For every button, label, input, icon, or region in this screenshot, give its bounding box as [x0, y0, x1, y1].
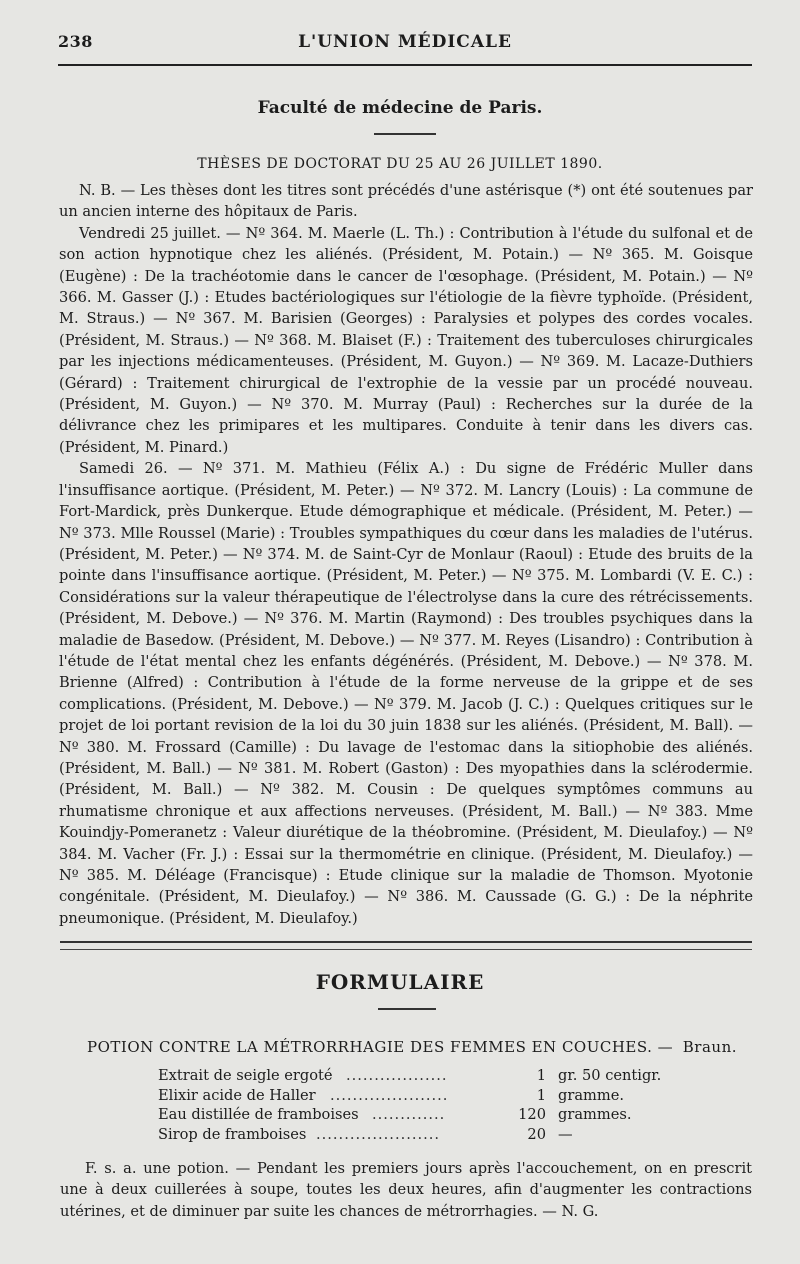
ingredient-name: Elixir acide de Haller — [158, 1086, 316, 1104]
section-divider — [60, 941, 752, 950]
ingredient-unit: — — [558, 1125, 573, 1143]
page-number: 238 — [58, 32, 93, 51]
ingredient-qty: 120 — [518, 1106, 546, 1123]
saturday-paragraph: Samedi 26. — Nº 371. M. Mathieu (Félix A.) : Du signe de Frédéric Muller dans l'insuffisance aortique. (Président, M. Peter.) — Nº 372. M. Lancry (Louis) : La commune de Fort-Mardick, près Dunkerque. Etude démographique et médicale. (Président, M. Peter.) — Nº 373. Mlle Roussel (Marie) : Troubles sympathiques du cœur dans les maladies de l'utérus. (Président, M. Peter.) — Nº 374. M. de Saint-Cyr de Monlaur (Raoul) : Etude des bruits de la pointe dans l'insuffisance aortique. (Président, M. Peter.) — Nº 375. M. Lombardi (V. E. C.) : Considérations sur la valeur thérapeutique de l'électrolyse dans la cure des rétrécissements. (Président, M. Debove.) — Nº 376. M. Martin (Raymond) : Des troubles psychiques dans la maladie de Basedow. (Président, M. Debove.) — Nº 377. M. Reyes (Lisandro) : Contribution à l'étude de l'état mental chez les enfants dégénérés. (Président, M. Debove.) — Nº 378. M. Brienne (Alfred) : Contribution à l'étude de la forme nerveuse de la grippe et de ses complications. (Président, M. Debove.) — Nº 379. M. Jacob (J. C.) : Quelques critiques sur le projet de loi portant revision de la loi du 30 juin 1838 sur les aliénés. (Président, M. Ball). — Nº 380. M. Frossard (Camille) : Du lavage de l'estomac dans la sitiophobie des aliénés. (Président, M. Ball.) — Nº 381. M. Robert (Gaston) : Des myopathies dans la sclérodermie. (Président, M. Ball.) — Nº 382. M. Cousin : De quelques symptômes communs au rhumatisme chronique et aux affections nerveuses. (Président, M. Ball.) — Nº 383. Mme Kouindjy-Pomeranetz : Valeur diurétique de la théobromine. (Président, M. Dieulafoy.) — Nº 384. M. Vacher (Fr. J.) : Essai sur la thermométrie en clinique. (Président, M. Dieulafoy.) — Nº 385. M. Déléage (Francisque) : Etude clinique sur la maladie de Thomson. Myotonie congénitale. (Président, M. Dieulafoy.) — Nº 386. M. Caussade (G. G.) : De la néphrite pneumonique. (Président, M. Dieulafoy.) — [59, 460, 753, 927]
ingredient-name: Eau distillée de framboises — [158, 1106, 359, 1123]
theses-list — [59, 180, 753, 929]
section-title: Faculté de médecine de Paris. — [257, 98, 543, 118]
ingredient-qty: 1 — [536, 1067, 546, 1084]
instructions-paragraph: F. s. a. une potion. — Pendant les premiers jours après l'accouchement, on en prescrit une à deux cuillerées à soupe, toutes les deux heures, afin d'augmenter les contractions utérines, et de diminuer par suite les chances de métrorrhagies. — N. G. — [60, 1160, 752, 1220]
section-rule — [374, 133, 436, 135]
recipe-author: Braun. — [682, 1038, 737, 1056]
recipe-name: POTION CONTRE LA MÉTRORRHAGIE DES FEMMES EN COUCHES. — — [87, 1038, 674, 1056]
ingredient-list — [158, 1066, 678, 1144]
ingredient-row — [158, 1125, 678, 1145]
dot-leader: ..................... — [330, 1086, 449, 1104]
ingredient-row — [158, 1105, 678, 1125]
recipe-title — [87, 1038, 737, 1056]
ingredient-name: Sirop de framboises — [158, 1125, 307, 1143]
ingredient-qty: 20 — [527, 1125, 546, 1143]
journal-title: L'UNION MÉDICALE — [298, 32, 512, 52]
header-rule — [58, 64, 752, 66]
friday-paragraph: Vendredi 25 juillet. — Nº 364. M. Maerle (L. Th.) : Contribution à l'étude du sulfonal et de son action hypnotique chez les aliénés. (Président, M. Potain.) — Nº 365. M. Goisque (Eugène) : De la trachéotomie dans le cancer de l'œsophage. (Président, M. Potain.) — Nº 366. M. Gasser (J.) : Etudes bactériologiques sur l'étiologie de la fièvre typhoïde. (Président, M. Straus.) — Nº 367. M. Barisien (Georges) : Paralysies et polypes des cordes vocales. (Président, M. Straus.) — Nº 368. M. Blaiset (F.) : Traitement des tuberculoses chirurgicales par les injections médicamenteuses. (Président, M. Guyon.) — Nº 369. M. Lacaze-Duthiers (Gérard) : Traitement chirurgical de l'extrophie de la vessie par un procédé nouveau. (Président, M. Guyon.) — Nº 370. M. Murray (Paul) : Recherches sur la durée de la délivrance chez les primipares et les multipares. Conduite à tenir dans les divers cas. (Président, M. Pinard.) — [59, 224, 753, 456]
ingredient-qty: 1 — [536, 1086, 546, 1104]
ingredient-name: Extrait de seigle ergoté — [158, 1067, 333, 1084]
ingredient-unit: gr. 50 centigr. — [558, 1067, 662, 1084]
ingredient-row — [158, 1066, 678, 1086]
section-subtitle: THÈSES DE DOCTORAT DU 25 AU 26 JUILLET 1890. — [197, 156, 603, 172]
formulaire-rule — [378, 1008, 436, 1010]
dot-leader: .................. — [346, 1067, 448, 1084]
ingredient-unit: gramme. — [558, 1086, 624, 1104]
dot-leader: ...................... — [316, 1125, 441, 1143]
ingredient-unit: grammes. — [558, 1106, 632, 1123]
note-paragraph: N. B. — Les thèses dont les titres sont précédés d'une astérisque (*) ont été soutenues par un ancien interne des hôpitaux de Paris. — [59, 182, 753, 221]
ingredient-row — [158, 1086, 678, 1106]
running-head — [58, 32, 752, 58]
dot-leader: ............. — [372, 1106, 446, 1123]
recipe-instructions — [60, 1158, 752, 1222]
formulaire-title: FORMULAIRE — [315, 970, 485, 994]
